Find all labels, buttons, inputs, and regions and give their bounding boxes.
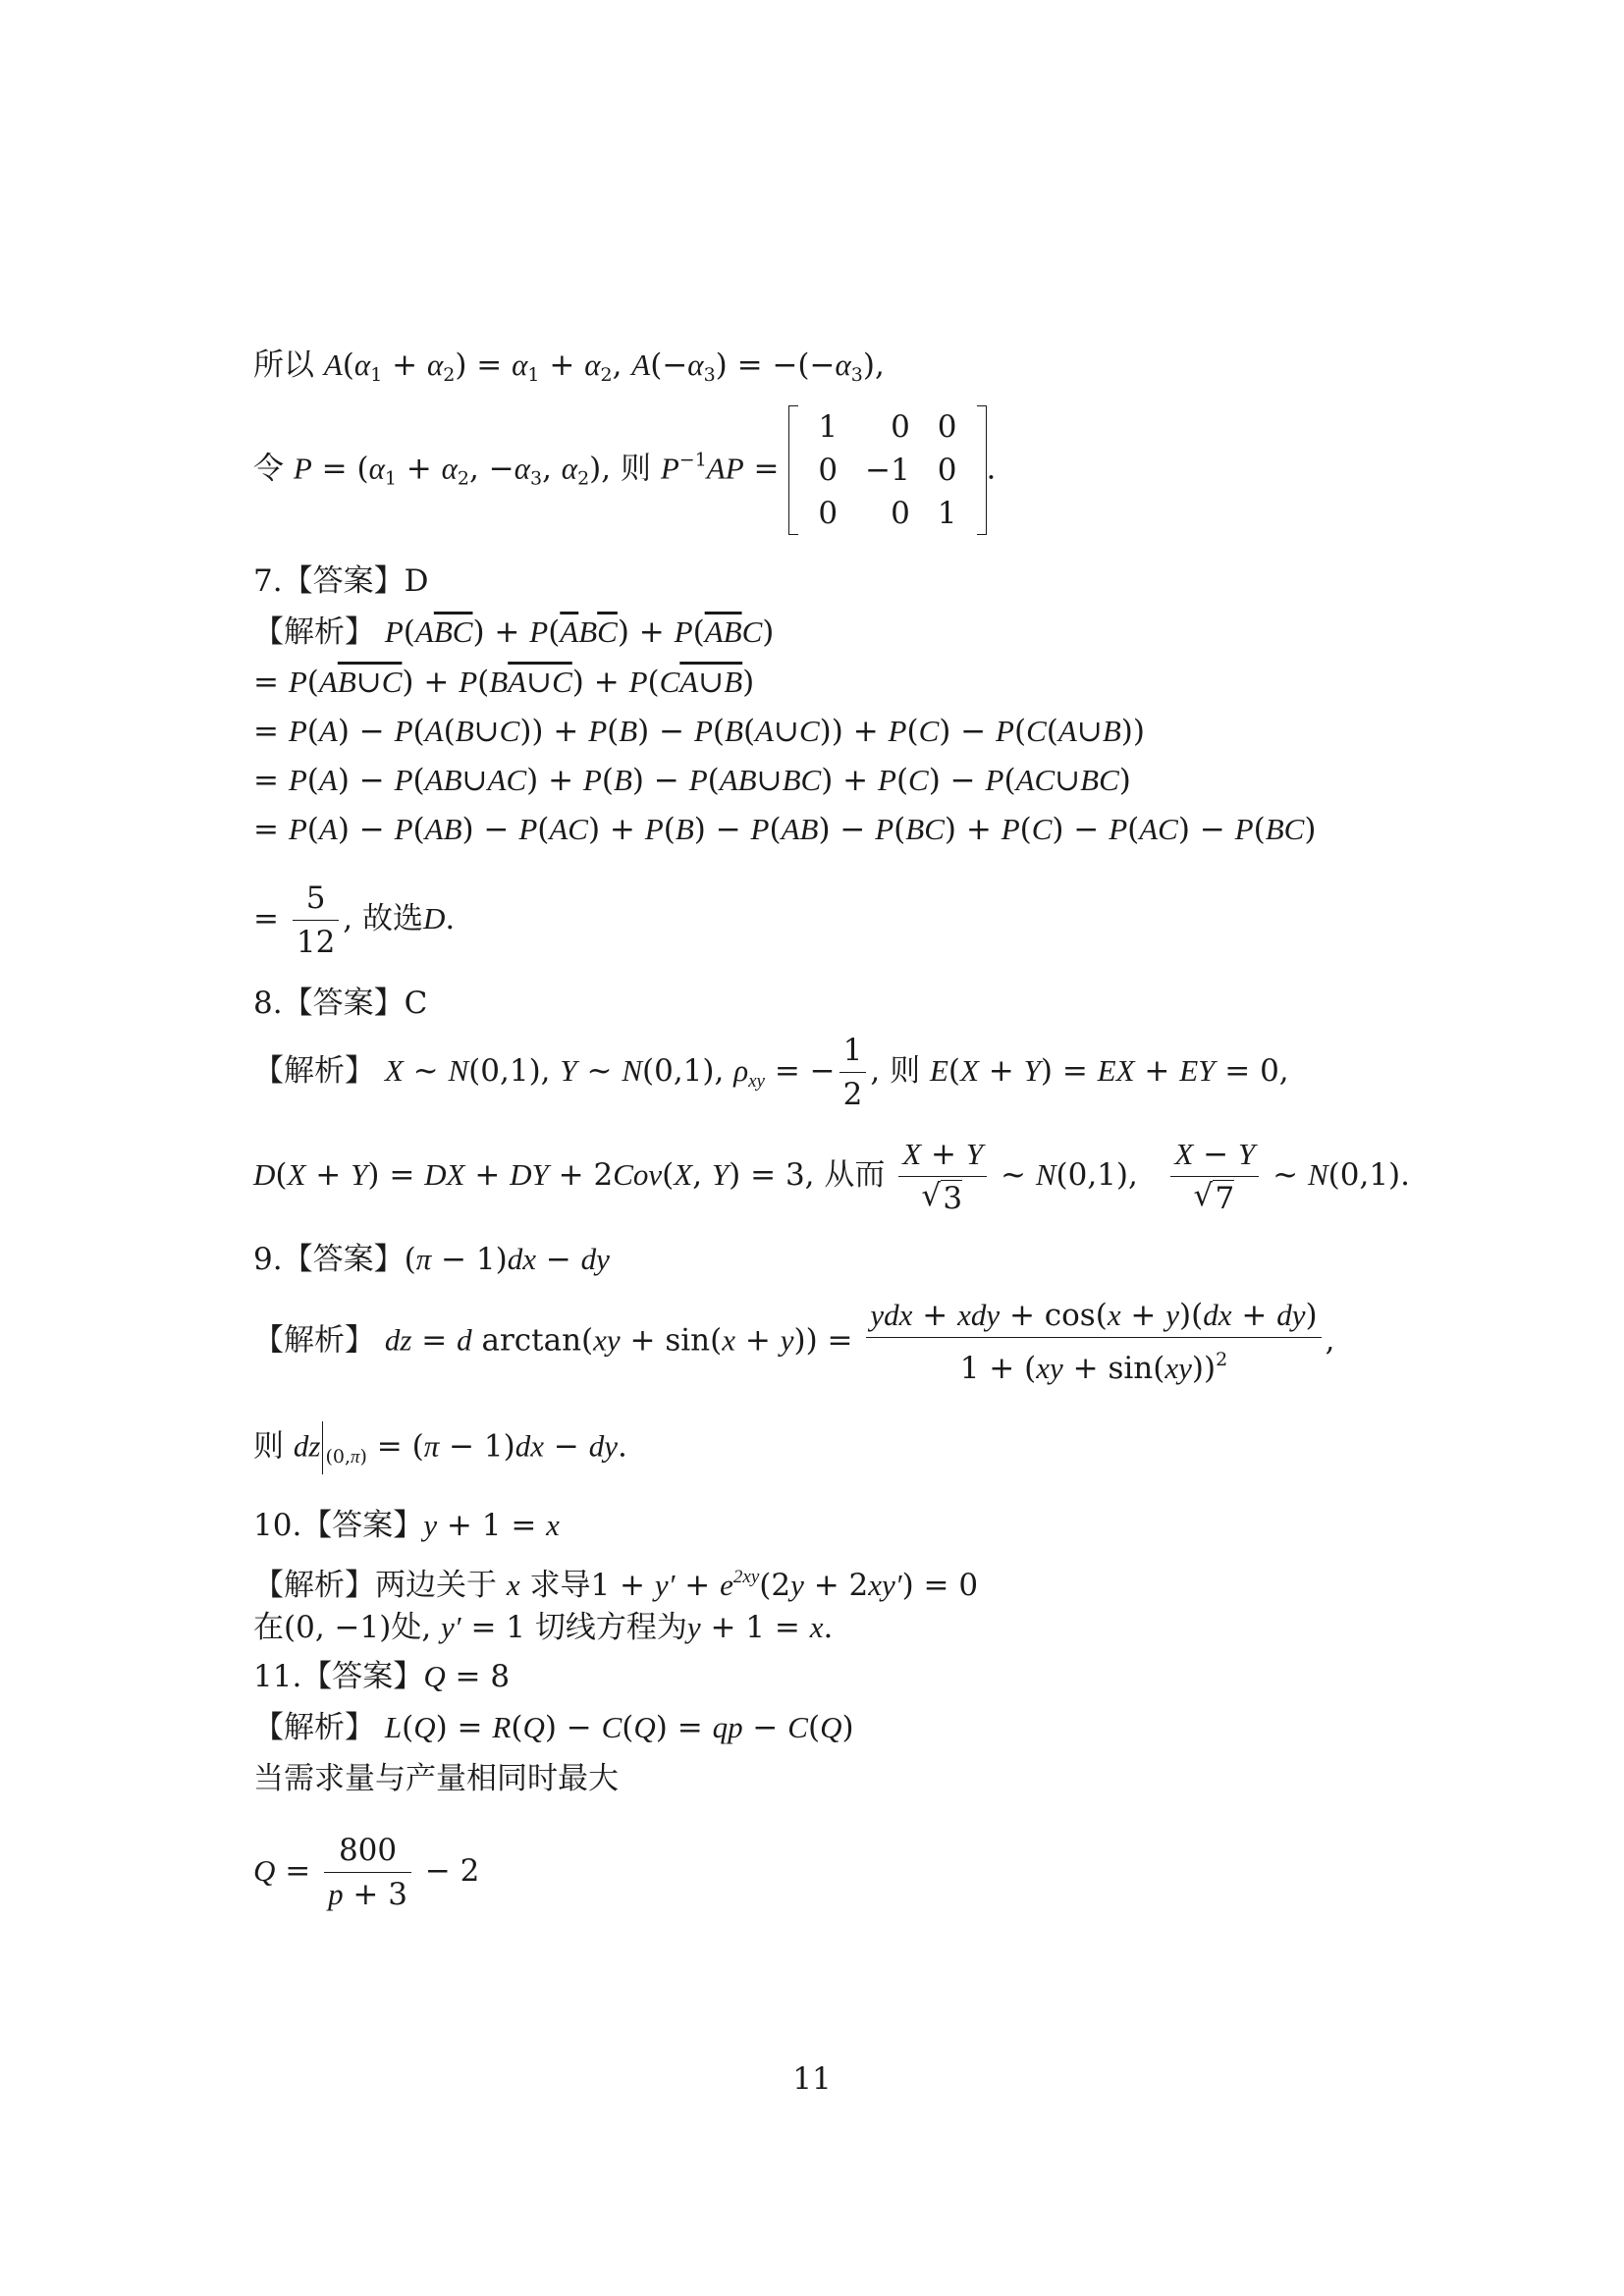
line-diagonalization: 令 $P = (\alpha_1 + \alpha_2$, $-\alpha_3$, $\alpha_2$), 则 $P^{-1}AP$ = 1 0 0 0 −1 0 0 0 1 .	[253, 405, 996, 535]
q7-analysis-line4: = P(A) − P(AB∪AC) + P(B) − P(AB∪BC) + P(C) − P(AC∪BC)	[253, 763, 1131, 798]
q8-analysis-line1: 【解析】 X ~ N(0,1), Y ~ N(0,1), $\rho_{xy}$ = − $\frac{1}{2}$ , 则 E(X + Y) = EX + EY = 0,	[253, 1033, 1289, 1112]
q10-answer: 10.【答案】y + 1 = x	[253, 1508, 560, 1543]
q11-analysis: 【解析】 L(Q) = R(Q) − C(Q) = qp − C(Q)	[253, 1710, 854, 1745]
q7-analysis-result: = $\frac{5}{12}$ , 故选D.	[253, 881, 456, 960]
q9-answer: 9.【答案】(π − 1)dx − dy	[253, 1242, 610, 1277]
text-suoyi: 所以	[253, 347, 314, 383]
q7-analysis-line1: 【解析】 $P(A\overline{BC}) + P(\overline{A}B\overline{C}) + P(\overline{AB}C)$	[253, 614, 775, 650]
q9-analysis: 【解析】 dz = d arctan(xy + sin(x + y)) = $\frac{\text{ydx + xdy + cos(x + y)(dx + dy)}}{1 + (xy + \sin(xy))^2}$ ,	[253, 1298, 1335, 1386]
text-ling: 令	[253, 451, 284, 487]
q7-analysis-line3: = P(A) − P(A(B∪C)) + P(B) − P(B(A∪C)) + P(C) − P(C(A∪B))	[253, 714, 1145, 749]
matrix-diagonal: 1 0 0 0 −1 0 0 0 1	[788, 405, 986, 535]
q8-analysis-line2: D(X + Y) = DX + DY + 2Cov(X, Y) = 3, 从而 X + Y √ 3 ~ N(0,1), X − Y √ 7 ~ N(0,1).	[253, 1135, 1410, 1218]
q7-analysis-line5: = P(A) − P(AB) − P(AC) + P(B) − P(AB) − P(BC) + P(C) − P(AC) − P(BC)	[253, 812, 1317, 847]
q9-result: 则 dz $_{(0,\pi)}$ = (π − 1)dx − dy.	[253, 1421, 627, 1477]
line-eigen-relations: 所以 $A(\alpha_1 + \alpha_2) = \alpha_1 + \alpha_2$, $A(-\alpha_3) = -(-\alpha_3)$,	[253, 347, 885, 386]
q10-conclusion: 在(0, −1)处, y′ = 1 切线方程为y + 1 = x.	[253, 1610, 834, 1645]
q10-analysis: 【解析】两边关于 x 求导$1 + y' + e^{2xy}(2y + 2xy') = 0$	[253, 1567, 979, 1603]
q11-answer: 11.【答案】Q = 8	[253, 1659, 511, 1694]
q11-text: 当需求量与产量相同时最大	[253, 1761, 619, 1796]
q7-analysis-line2: = P(AB∪C) + P(BA∪C) + P(CA∪B)	[253, 665, 755, 700]
text-ze: 则	[620, 451, 651, 487]
q8-answer: 8.【答案】C	[253, 986, 428, 1021]
q7-answer: 7.【答案】D	[253, 563, 429, 599]
q11-formula: Q = $\frac{800}{p + 3}$ − 2	[253, 1833, 480, 1912]
page-number: 11	[792, 2061, 832, 2097]
